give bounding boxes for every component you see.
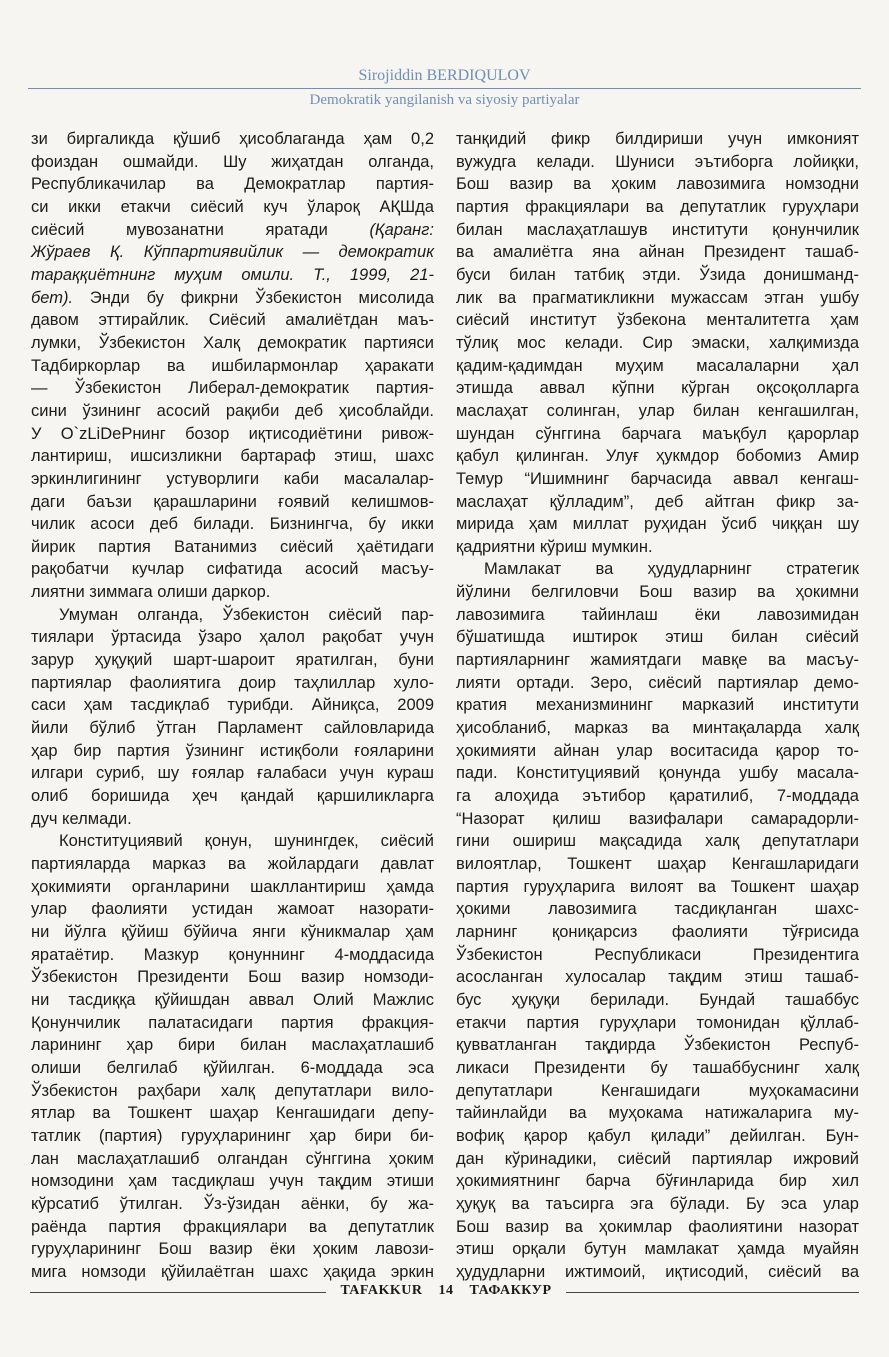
- text-line: ларининг ҳар бири билан маслаҳатлашиб: [31, 1036, 434, 1055]
- text-line: Тадбиркорлар ва ишбилармонлар ҳаракати: [31, 356, 434, 375]
- text-line: тиялари ўртасида ўзаро ҳалол рақобат учун: [31, 628, 434, 647]
- text-line: Умуман олганда, Ўзбекистон сиёсий пар-: [59, 605, 434, 624]
- page-footer: [30, 1283, 859, 1303]
- text-line: гуруҳларининг Бош вазир ёки ҳоким лавози-: [31, 1240, 434, 1259]
- header-rule: [28, 88, 861, 89]
- text-line: зи биргаликда қўшиб ҳисоблаганда ҳам 0,2: [31, 130, 434, 148]
- text-line: дан кўринадики, сиёсий партиялар ижровий: [456, 1149, 859, 1168]
- text-line: ҳар бир партия ўзининг истиқболи ғояларини: [31, 741, 434, 760]
- text-line: ҳуқуқ ва таъсирга эга бўлади. Бу эса улар: [456, 1194, 859, 1213]
- text-line: сини ўзининг асосий рақиби деб ҳисоблайди.: [31, 401, 434, 420]
- text-line: этишда аввал кўпни кўрган оқсоқолларга: [456, 379, 859, 398]
- text-line: раёнда партия фракциялари ва депутатлик: [31, 1217, 434, 1236]
- text-line: татлик (партия) гуруҳларининг ҳар бири би-: [31, 1126, 434, 1145]
- text-line: чилик асоси деб билади. Бизнингча, бу икки: [31, 515, 434, 534]
- text-line: билан маслаҳатлашув институти қонунчилик: [456, 220, 859, 239]
- text-line: си икки етакчи сиёсий куч ўлароқ АҚШда: [31, 197, 434, 216]
- text-line: олиб боришида ҳеч қандай қаршиликларга: [31, 787, 434, 806]
- text-line: олиши белгилаб қўйилган. 6-моддада эса: [31, 1058, 434, 1077]
- text-line: [31, 264, 434, 287]
- text-line: Конституциявий қонун, шунингдек, сиёсий: [59, 832, 434, 851]
- text-line: гини ошириш мақсадида халқ депутатлари: [456, 832, 859, 851]
- text-line: ятлар ва Тошкент шаҳар Кенгашидаги депу-: [31, 1104, 434, 1123]
- text-line: бус ҳуқуқи берилади. Бундай ташаббус: [456, 990, 859, 1009]
- text-line: ва амалиётга яна айнан Президент ташаб-: [456, 243, 859, 262]
- text-line: Мамлакат ва ҳудудларнинг стратегик: [484, 560, 859, 579]
- footer-journal-latin: TAFAKKUR: [340, 1283, 423, 1298]
- text-line: ни йўлга қўйиш бўйича янги кўникмалар ҳам: [31, 922, 434, 941]
- text-line: қабул қилинган. Улуғ ҳукмдор бобомиз Амир: [456, 447, 859, 466]
- text-line: депутатлари Кенгашидаги муҳокамасини: [456, 1081, 859, 1100]
- text-line: Бош вазир ва ҳоким лавозимига номзодни: [456, 175, 859, 194]
- header-author: Sirojiddin BERDIQULOV: [358, 67, 531, 84]
- text-line: ларнинг қониқарсиз фаолияти тўғрисида: [456, 922, 859, 941]
- text-line: кратия механизмининг марказий институти: [456, 696, 859, 715]
- left-column: [31, 128, 434, 1283]
- text-line: етакчи партия гуруҳлари томонидан қўллаб-: [456, 1013, 859, 1032]
- text-line: фоиздан ошмайди. Шу жиҳатдан олганда,: [31, 152, 434, 171]
- text-line: сиёсий мувозанатни яратади (Қаранг:: [31, 220, 434, 239]
- text-line: бўшатишда иштирок этиш билан сиёсий: [456, 628, 859, 647]
- text-line: ликаси Президенти бу ташаббуснинг халқ: [456, 1058, 859, 1077]
- text-line: лавозимига тайинлаш ёки лавозимидан: [456, 605, 859, 624]
- text-line: Қонунчилик палатасидаги партия фракция-: [31, 1013, 434, 1032]
- text-line: партияларда марказ ва жойлардаги давлат: [31, 855, 434, 873]
- text-line: Бош вазир ва ҳокимлар фаолиятини назорат: [456, 1217, 859, 1236]
- citation-text: Жўраев Қ. Кўппартиявийлик — демократик: [31, 243, 434, 262]
- text-line: тўлиқ мос келади. Сир эмаски, халқимизда: [456, 333, 859, 352]
- text-line: йўлини белгиловчи Бош вазир ва ҳокимни: [456, 583, 859, 602]
- text-line: партиялар фаолиятига доир таҳлиллар хуло-: [31, 673, 434, 692]
- text-line: улар фаолияти устидан жамоат назорати-: [31, 900, 434, 919]
- footer-text: [326, 1283, 566, 1299]
- text-line: илгари суриб, шу ғоялар ғалабаси учун кураш: [31, 764, 434, 783]
- text-line: даги баъзи қарашларини ғоявий келишмов-: [31, 492, 434, 511]
- text-line: лияти ортади. Зеро, сиёсий партиялар демо-: [456, 673, 859, 692]
- text-line: қадим-қадимдан муҳим масалаларни ҳал: [456, 356, 859, 375]
- running-header: [28, 66, 861, 86]
- text-line: Ўзбекистон раҳбари халқ депутатлари вило-: [31, 1081, 434, 1100]
- text-line: мирида ҳам миллат руҳидан ўсиб чиққан шу: [456, 515, 859, 534]
- text-line: қувватланган тақдирда Ўзбекистон Респуб-: [456, 1036, 859, 1055]
- text-line: Темур “Ишимнинг барчасида аввал кенгаш-: [456, 469, 859, 488]
- text-line: ҳудудларни ижтимоий, иқтисодий, сиёсий ва: [456, 1262, 859, 1281]
- text-line: Республикачилар ва Демократлар партия-: [31, 175, 434, 194]
- text-line: мига номзоди қўйилаётган шахс ҳақида эркин: [31, 1262, 434, 1281]
- text-line: номзодини ҳам тасдиқлаш учун тақдим этиши: [31, 1172, 434, 1191]
- citation-text: бет).: [31, 288, 74, 307]
- text-line: кўрсатиб ўтилган. Ўз-ўзидан аёнки, бу жа-: [31, 1194, 434, 1213]
- text-line: Ўзбекистон Президенти Бош вазир номзоди-: [31, 968, 434, 987]
- text-line: лан маслаҳатлашиб олгандан сўнггина ҳоким: [31, 1149, 434, 1168]
- text-line: яратаётир. Мазкур қонуннинг 4-моддасида: [31, 945, 434, 964]
- footer-journal-cyrillic: ТАФАККУР: [469, 1283, 552, 1298]
- text-line: лантириш, ишсизликни бартараф этиш, шахс: [31, 447, 434, 466]
- text-line: У O`zLiDePнинг бозор иқтисодиётини ривож-: [31, 424, 434, 443]
- text-line: лик ва прагматикликни мужассам этган ушбу: [456, 288, 859, 307]
- text-line: тайинлайди ва муҳокама натижаларига му-: [456, 1104, 859, 1123]
- text-line: қадриятни кўриш мумкин.: [456, 537, 653, 556]
- text-line: “Назорат қилиш вазифалари самарадорли-: [456, 809, 859, 828]
- text-line: буси билан татбиқ этди. Ўзида донишманд-: [456, 265, 859, 284]
- text-line: вофиқ қарор қабул қилади” дейилган. Бун-: [456, 1126, 859, 1145]
- text-line: йили бўлиб ўтган Парламент сайловларида: [31, 719, 434, 738]
- text-line: партия фракциялари ва депутатлик гуруҳлари: [456, 197, 859, 216]
- text-line: шундан сўнггина барчага маъқбул қарорлар: [456, 424, 859, 443]
- text-line: ҳисобланиб, марказ ва минтақаларда халқ: [456, 719, 859, 738]
- text-line: — Ўзбекистон Либерал-демократик партия-: [31, 379, 434, 398]
- text-line: сиёсий институт ўзбекона менталитетга ҳам: [456, 311, 859, 330]
- text-line: этиш орқали бутун мамлакат ҳамда муайян: [456, 1240, 859, 1259]
- text-line: партия гуруҳларига вилоят ва Тошкент шаҳар: [456, 877, 859, 896]
- text-line: лиятни зиммага олиши даркор.: [31, 583, 271, 602]
- text-line: рақобатчи кучлар сифатида асосий масъу-: [31, 560, 434, 579]
- text-line: эркинлигининг устуворлиги каби масалалар-: [31, 469, 434, 488]
- text-line: танқидий фикр билдириши учун имконият: [456, 130, 859, 148]
- text-line: йирик партия Ватанимиз сиёсий ҳаётидаги: [31, 537, 434, 556]
- text-line: саси ҳам тасдиқлаб турибди. Айниқса, 2009: [31, 696, 434, 715]
- text-line: ҳокимияти айнан улар воситасида қарор то-: [456, 741, 859, 760]
- text-line: ҳокимияти органларини шакллантириш ҳамда: [31, 877, 434, 896]
- text-line: га алоҳида эътибор қаратилиб, 7-моддада: [456, 787, 859, 806]
- text-line: ни тасдиққа қўйишдан аввал Олий Мажлис: [31, 990, 434, 1009]
- header-subtitle: Demokratik yangilanish va siyosiy partiyalar: [309, 92, 580, 108]
- citation-text: тараққиётнинг муҳим омили. Т., 1999, 21-: [31, 265, 434, 284]
- text-line: вужудга келади. Шуниси эътиборга лойиқки,: [456, 152, 859, 171]
- text-line: давом эттирайлик. Сиёсий амалиётдан маъ-: [31, 311, 434, 330]
- text-line: лумки, Ўзбекистон Халқ демократик партияси: [31, 333, 434, 352]
- text-line: маслаҳат қўлладим”, деб айтган фикр за-: [456, 492, 859, 511]
- text-line: асосланган хулосалар тақдим этиш ташаб-: [456, 968, 859, 987]
- text-line: Ўзбекистон Республикаси Президентига: [456, 945, 859, 964]
- footer-rule-right: [566, 1292, 859, 1293]
- text-line: [31, 241, 434, 264]
- text-line: бет). Энди бу фикрни Ўзбекистон мисолида: [31, 288, 434, 307]
- text-line: ҳокимиятнинг барча бўғинларида бир хил: [456, 1172, 859, 1191]
- text-line: зарур ҳуқуқий шарт-шароит яратилган, буни: [31, 651, 434, 670]
- footer-rule-left: [30, 1292, 326, 1293]
- page-number: 14: [438, 1283, 454, 1298]
- text-line: ҳокими лавозимига тасдиқланган шахс-: [456, 900, 859, 919]
- right-column: [456, 128, 859, 1283]
- text-line: дуч келмади.: [31, 809, 132, 828]
- citation-text: (Қаранг:: [369, 220, 434, 239]
- text-line: пади. Конституциявий қонунда ушбу масала-: [456, 764, 859, 783]
- text-line: маслаҳат солинган, улар билан кенгашилган,: [456, 401, 859, 420]
- text-line: партияларнинг жамиятдаги мавқе ва масъу-: [456, 651, 859, 670]
- text-line: вилоятлар, Тошкент шаҳар Кенгашларидаги: [456, 855, 859, 873]
